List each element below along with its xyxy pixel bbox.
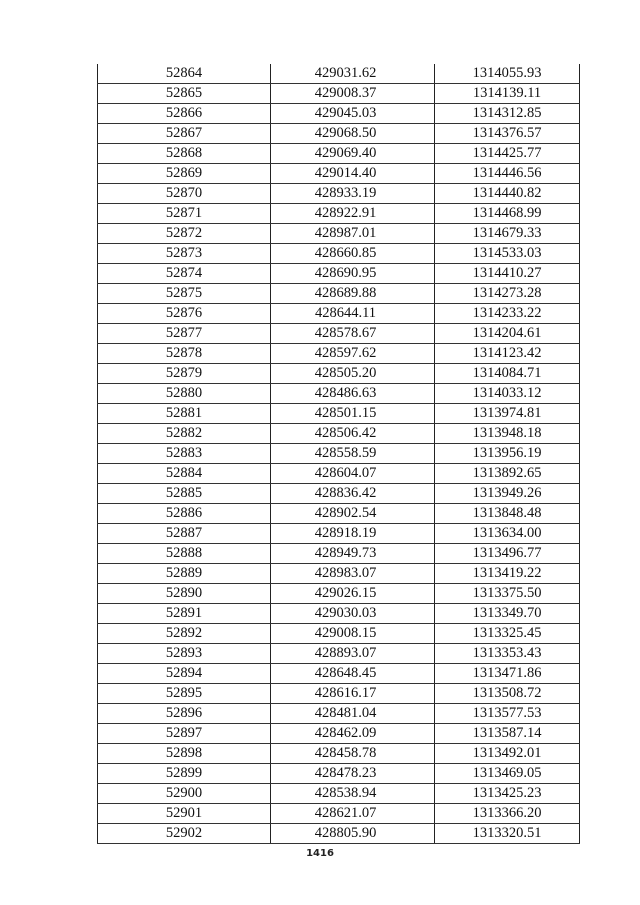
x-coordinate-cell: 428933.19 <box>271 184 435 204</box>
table-row <box>98 764 580 784</box>
table-row <box>98 164 580 184</box>
table-row <box>98 364 580 384</box>
point-id-cell: 52879 <box>98 364 271 384</box>
table-row <box>98 344 580 364</box>
x-coordinate-cell: 429014.40 <box>271 164 435 184</box>
table-row <box>98 264 580 284</box>
x-coordinate-cell: 429069.40 <box>271 144 435 164</box>
point-id-cell: 52892 <box>98 624 271 644</box>
table-row <box>98 204 580 224</box>
table-row <box>98 584 580 604</box>
point-id-cell: 52878 <box>98 344 271 364</box>
table-row <box>98 604 580 624</box>
point-id-cell: 52887 <box>98 524 271 544</box>
point-id-cell: 52885 <box>98 484 271 504</box>
x-coordinate-cell: 428501.15 <box>271 404 435 424</box>
y-coordinate-cell: 1314679.33 <box>435 224 580 244</box>
y-coordinate-cell: 1314440.82 <box>435 184 580 204</box>
x-coordinate-cell: 428558.59 <box>271 444 435 464</box>
x-coordinate-cell: 428949.73 <box>271 544 435 564</box>
y-coordinate-cell: 1313974.81 <box>435 404 580 424</box>
y-coordinate-cell: 1313634.00 <box>435 524 580 544</box>
x-coordinate-cell: 428621.07 <box>271 804 435 824</box>
y-coordinate-cell: 1313956.19 <box>435 444 580 464</box>
point-id-cell: 52886 <box>98 504 271 524</box>
x-coordinate-cell: 428644.11 <box>271 304 435 324</box>
x-coordinate-cell: 429030.03 <box>271 604 435 624</box>
point-id-cell: 52865 <box>98 84 271 104</box>
table-row <box>98 564 580 584</box>
table-row <box>98 644 580 664</box>
x-coordinate-cell: 428689.88 <box>271 284 435 304</box>
x-coordinate-cell: 428597.62 <box>271 344 435 364</box>
table-row <box>98 404 580 424</box>
x-coordinate-cell: 428648.45 <box>271 664 435 684</box>
y-coordinate-cell: 1314033.12 <box>435 384 580 404</box>
x-coordinate-cell: 428506.42 <box>271 424 435 444</box>
x-coordinate-cell: 428458.78 <box>271 744 435 764</box>
y-coordinate-cell: 1313587.14 <box>435 724 580 744</box>
table-row <box>98 724 580 744</box>
y-coordinate-cell: 1313496.77 <box>435 544 580 564</box>
table-row <box>98 664 580 684</box>
y-coordinate-cell: 1314446.56 <box>435 164 580 184</box>
point-id-cell: 52874 <box>98 264 271 284</box>
point-id-cell: 52873 <box>98 244 271 264</box>
x-coordinate-cell: 428660.85 <box>271 244 435 264</box>
x-coordinate-cell: 428893.07 <box>271 644 435 664</box>
y-coordinate-cell: 1314468.99 <box>435 204 580 224</box>
table-row <box>98 304 580 324</box>
table-row <box>98 144 580 164</box>
table-row <box>98 824 580 844</box>
y-coordinate-cell: 1313577.53 <box>435 704 580 724</box>
y-coordinate-cell: 1314233.22 <box>435 304 580 324</box>
y-coordinate-cell: 1314533.03 <box>435 244 580 264</box>
x-coordinate-cell: 428578.67 <box>271 324 435 344</box>
table-row <box>98 444 580 464</box>
point-id-cell: 52870 <box>98 184 271 204</box>
table-row <box>98 64 580 84</box>
x-coordinate-cell: 428987.01 <box>271 224 435 244</box>
x-coordinate-cell: 428922.91 <box>271 204 435 224</box>
table-row <box>98 104 580 124</box>
x-coordinate-cell: 428505.20 <box>271 364 435 384</box>
table-row <box>98 384 580 404</box>
x-coordinate-cell: 429008.37 <box>271 84 435 104</box>
y-coordinate-cell: 1314123.42 <box>435 344 580 364</box>
point-id-cell: 52900 <box>98 784 271 804</box>
y-coordinate-cell: 1313949.26 <box>435 484 580 504</box>
y-coordinate-cell: 1313419.22 <box>435 564 580 584</box>
y-coordinate-cell: 1313948.18 <box>435 424 580 444</box>
point-id-cell: 52883 <box>98 444 271 464</box>
y-coordinate-cell: 1314055.93 <box>435 64 580 84</box>
y-coordinate-cell: 1313492.01 <box>435 744 580 764</box>
x-coordinate-cell: 428983.07 <box>271 564 435 584</box>
point-id-cell: 52867 <box>98 124 271 144</box>
table-row <box>98 704 580 724</box>
x-coordinate-cell: 428538.94 <box>271 784 435 804</box>
x-coordinate-cell: 429026.15 <box>271 584 435 604</box>
y-coordinate-cell: 1313375.50 <box>435 584 580 604</box>
x-coordinate-cell: 428805.90 <box>271 824 435 844</box>
table-row <box>98 424 580 444</box>
table-row <box>98 244 580 264</box>
y-coordinate-cell: 1314204.61 <box>435 324 580 344</box>
table-row <box>98 324 580 344</box>
table-row <box>98 624 580 644</box>
y-coordinate-cell: 1314410.27 <box>435 264 580 284</box>
table-row <box>98 804 580 824</box>
x-coordinate-cell: 428902.54 <box>271 504 435 524</box>
x-coordinate-cell: 428481.04 <box>271 704 435 724</box>
point-id-cell: 52896 <box>98 704 271 724</box>
point-id-cell: 52890 <box>98 584 271 604</box>
point-id-cell: 52881 <box>98 404 271 424</box>
point-id-cell: 52888 <box>98 544 271 564</box>
table-row <box>98 184 580 204</box>
table-row <box>98 84 580 104</box>
point-id-cell: 52897 <box>98 724 271 744</box>
x-coordinate-cell: 428604.07 <box>271 464 435 484</box>
y-coordinate-cell: 1314376.57 <box>435 124 580 144</box>
table-row <box>98 284 580 304</box>
table-row <box>98 684 580 704</box>
x-coordinate-cell: 428836.42 <box>271 484 435 504</box>
y-coordinate-cell: 1313349.70 <box>435 604 580 624</box>
x-coordinate-cell: 429031.62 <box>271 64 435 84</box>
point-id-cell: 52871 <box>98 204 271 224</box>
y-coordinate-cell: 1313469.05 <box>435 764 580 784</box>
y-coordinate-cell: 1314425.77 <box>435 144 580 164</box>
table-row <box>98 504 580 524</box>
y-coordinate-cell: 1313366.20 <box>435 804 580 824</box>
y-coordinate-cell: 1314139.11 <box>435 84 580 104</box>
x-coordinate-cell: 428918.19 <box>271 524 435 544</box>
x-coordinate-cell: 428462.09 <box>271 724 435 744</box>
point-id-cell: 52901 <box>98 804 271 824</box>
x-coordinate-cell: 429068.50 <box>271 124 435 144</box>
coordinate-table <box>97 64 580 844</box>
y-coordinate-cell: 1313892.65 <box>435 464 580 484</box>
y-coordinate-cell: 1313508.72 <box>435 684 580 704</box>
x-coordinate-cell: 428616.17 <box>271 684 435 704</box>
y-coordinate-cell: 1313471.86 <box>435 664 580 684</box>
x-coordinate-cell: 428690.95 <box>271 264 435 284</box>
point-id-cell: 52869 <box>98 164 271 184</box>
point-id-cell: 52866 <box>98 104 271 124</box>
y-coordinate-cell: 1314273.28 <box>435 284 580 304</box>
y-coordinate-cell: 1313425.23 <box>435 784 580 804</box>
y-coordinate-cell: 1313848.48 <box>435 504 580 524</box>
point-id-cell: 52894 <box>98 664 271 684</box>
table-row <box>98 484 580 504</box>
table-row <box>98 524 580 544</box>
table-row <box>98 544 580 564</box>
point-id-cell: 52868 <box>98 144 271 164</box>
x-coordinate-cell: 429045.03 <box>271 104 435 124</box>
x-coordinate-cell: 429008.15 <box>271 624 435 644</box>
point-id-cell: 52893 <box>98 644 271 664</box>
x-coordinate-cell: 428478.23 <box>271 764 435 784</box>
y-coordinate-cell: 1313320.51 <box>435 824 580 844</box>
point-id-cell: 52877 <box>98 324 271 344</box>
point-id-cell: 52864 <box>98 64 271 84</box>
y-coordinate-cell: 1313353.43 <box>435 644 580 664</box>
point-id-cell: 52895 <box>98 684 271 704</box>
y-coordinate-cell: 1314084.71 <box>435 364 580 384</box>
point-id-cell: 52902 <box>98 824 271 844</box>
table-row <box>98 124 580 144</box>
point-id-cell: 52898 <box>98 744 271 764</box>
point-id-cell: 52891 <box>98 604 271 624</box>
table-row <box>98 784 580 804</box>
point-id-cell: 52889 <box>98 564 271 584</box>
point-id-cell: 52884 <box>98 464 271 484</box>
point-id-cell: 52899 <box>98 764 271 784</box>
coordinate-table-body <box>98 64 580 844</box>
point-id-cell: 52872 <box>98 224 271 244</box>
point-id-cell: 52882 <box>98 424 271 444</box>
point-id-cell: 52876 <box>98 304 271 324</box>
point-id-cell: 52875 <box>98 284 271 304</box>
point-id-cell: 52880 <box>98 384 271 404</box>
table-row <box>98 464 580 484</box>
table-row <box>98 224 580 244</box>
x-coordinate-cell: 428486.63 <box>271 384 435 404</box>
table-row <box>98 744 580 764</box>
y-coordinate-cell: 1313325.45 <box>435 624 580 644</box>
y-coordinate-cell: 1314312.85 <box>435 104 580 124</box>
page-number: 1416 <box>306 848 334 859</box>
